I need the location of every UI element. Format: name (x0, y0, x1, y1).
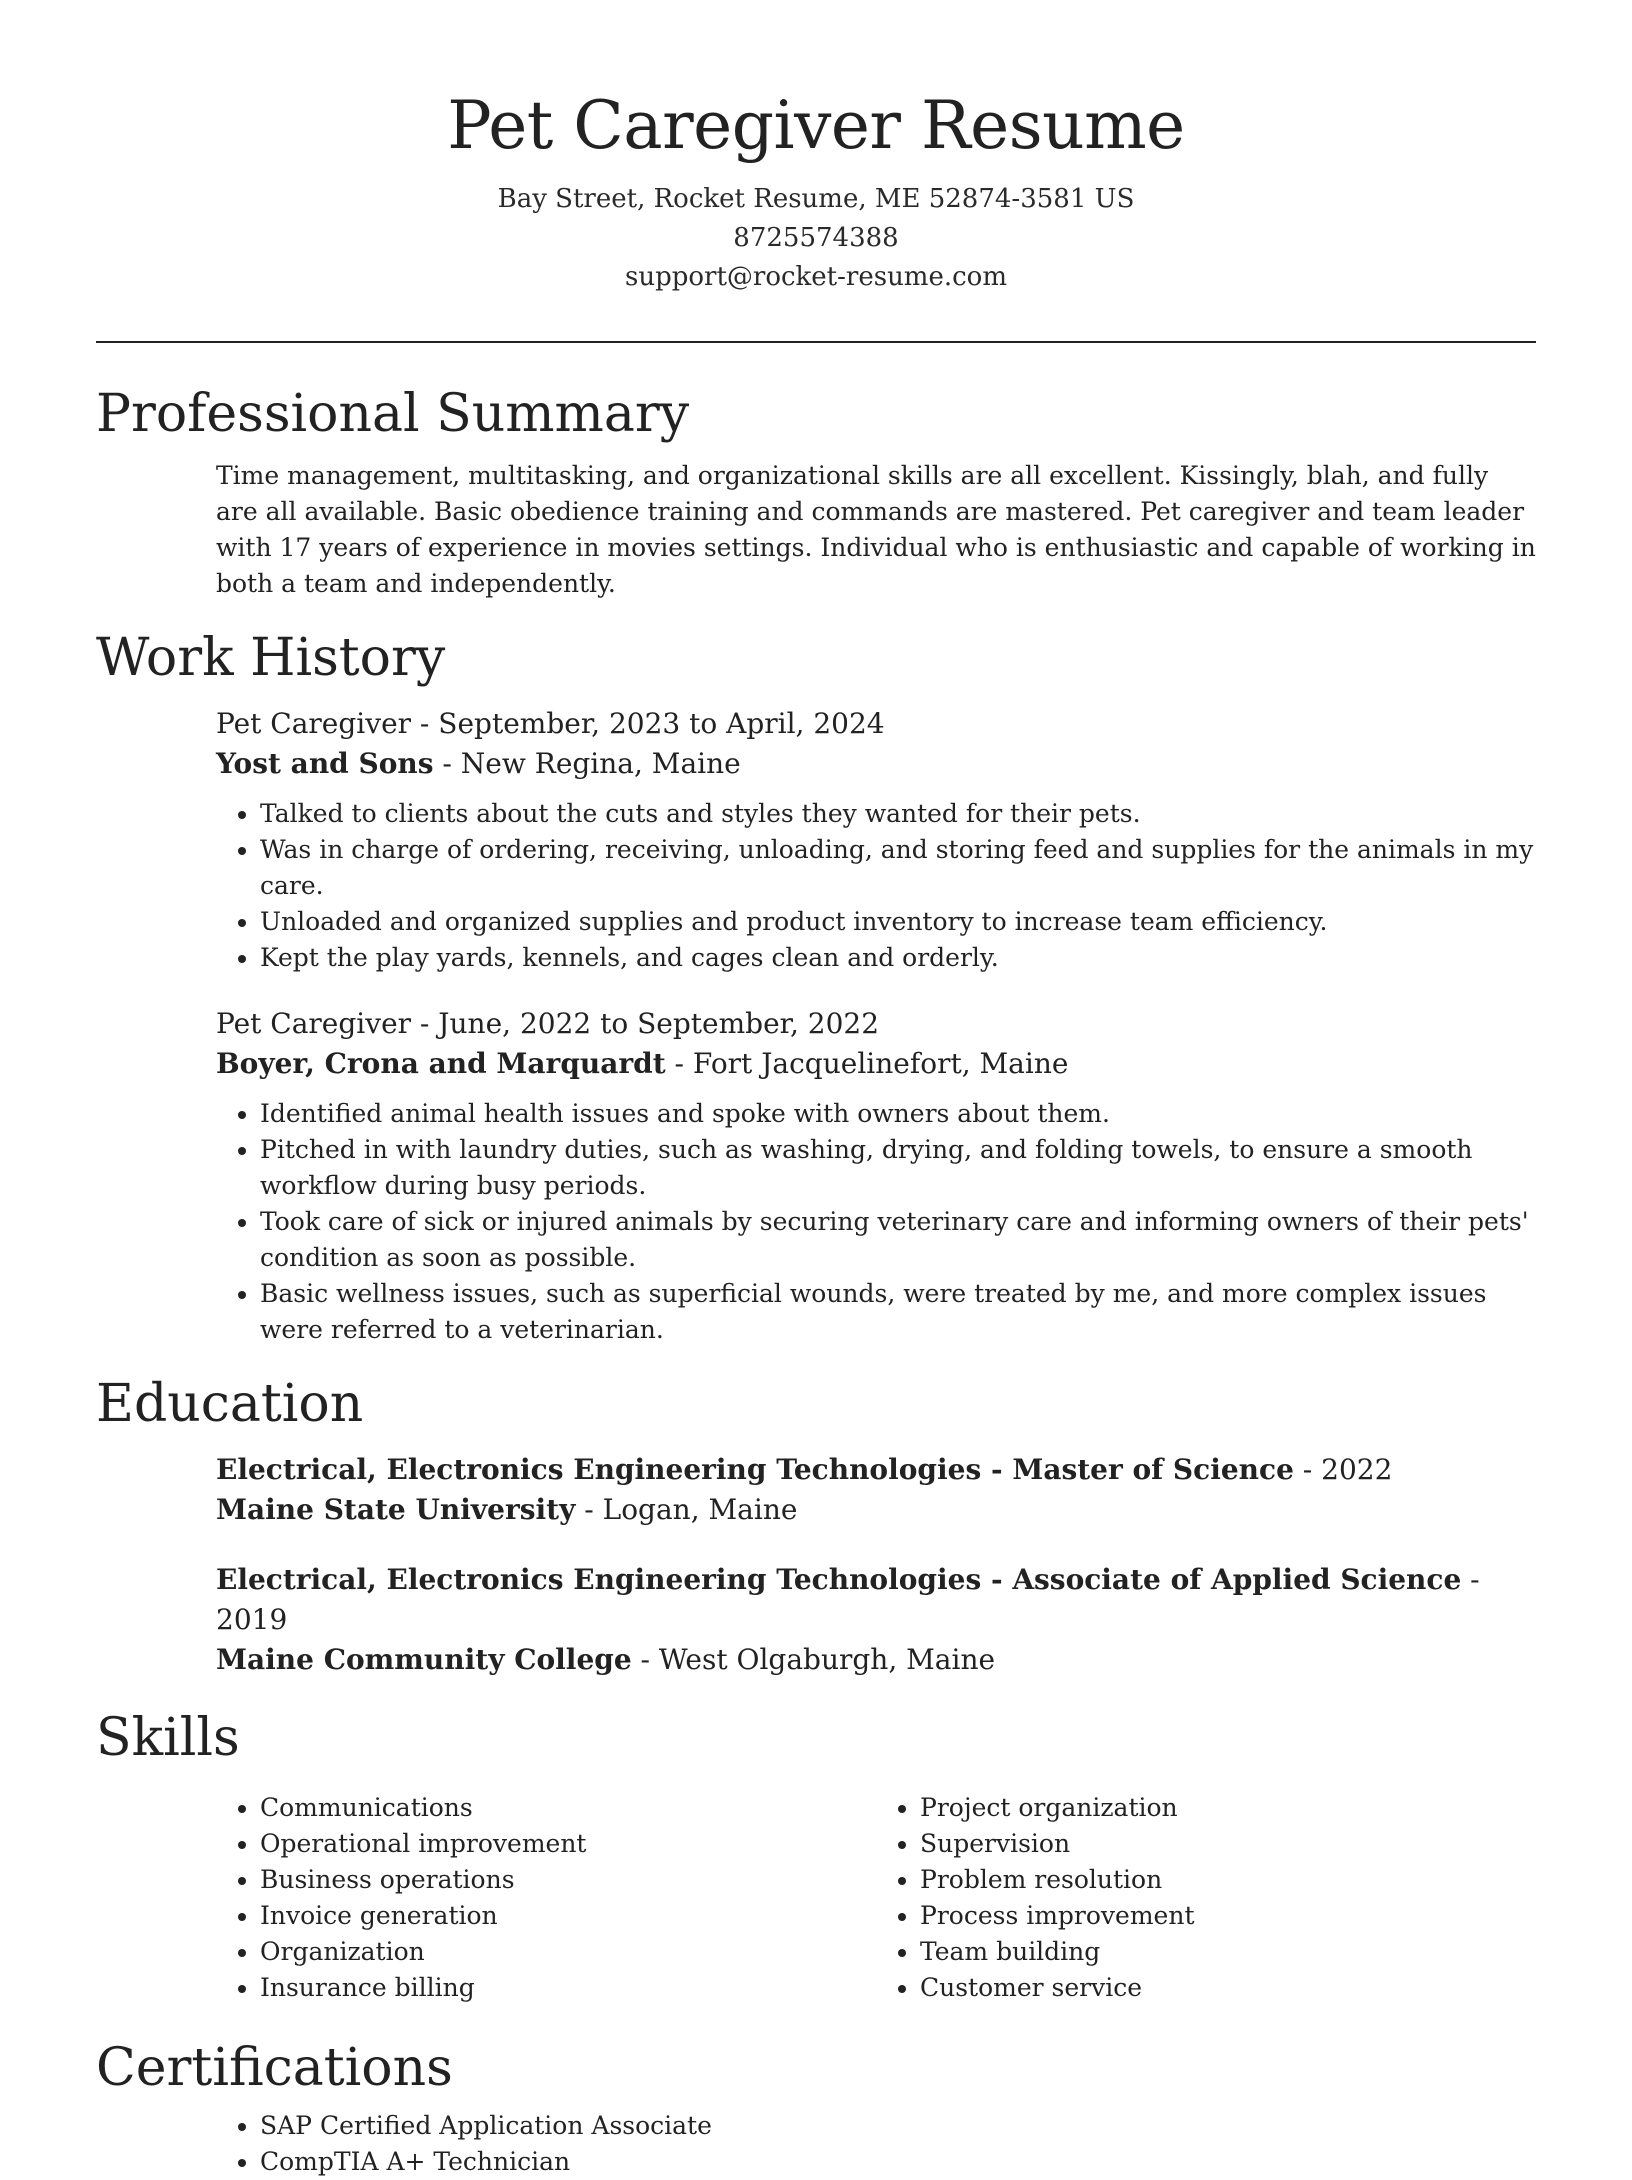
job-dates: - June, 2022 to September, 2022 (411, 1007, 880, 1040)
certifications-section (96, 2034, 1536, 2180)
header-divider (96, 341, 1536, 343)
skill-item: • Communications (260, 1790, 876, 1826)
school-name: Maine State University (216, 1493, 576, 1526)
degree-year: - 2022 (1293, 1453, 1393, 1486)
list-item: • Took care of sick or injured animals by securing veterinary care and informing owners of their pets' condition as soon as possible. (260, 1204, 1536, 1276)
skill-item: • Customer service (920, 1970, 1536, 2006)
job-entry (216, 704, 1536, 976)
degree: Electrical, Electronics Engineering Technologies - Associate of Applied Science (216, 1563, 1462, 1596)
school-location: - Logan, Maine (575, 1493, 798, 1526)
job-company: Yost and Sons (216, 747, 434, 780)
certification-item: • CompTIA A+ Technician (260, 2144, 1536, 2180)
job-bullets (216, 1096, 1536, 1348)
school-name: Maine Community College (216, 1643, 632, 1676)
job-dates: - September, 2023 to April, 2024 (411, 707, 885, 740)
summary-section (96, 380, 1536, 602)
section-title-work: Work History (96, 628, 446, 688)
degree-year: - 2019 (216, 1563, 1480, 1636)
education-section (96, 1370, 1536, 1680)
list-item: • Pitched in with laundry duties, such as washing, drying, and folding towels, to ensure a smooth workflow during busy periods. (260, 1132, 1536, 1204)
skill-item: • Insurance billing (260, 1970, 876, 2006)
section-title-education: Education (96, 1374, 364, 1434)
section-title-summary: Professional Summary (96, 384, 690, 444)
school-location: - West Olgaburgh, Maine (631, 1643, 996, 1676)
resume-content (96, 380, 1536, 2180)
skill-item: • Team building (920, 1934, 1536, 1970)
education-entry (216, 1450, 1536, 1530)
contact-info (0, 180, 1632, 297)
work-history-section (96, 624, 1536, 1348)
list-item: • Talked to clients about the cuts and styles they wanted for their pets. (260, 796, 1536, 832)
section-title-skills: Skills (96, 1708, 240, 1768)
skill-item: • Problem resolution (920, 1862, 1536, 1898)
skill-item: • Supervision (920, 1826, 1536, 1862)
degree: Electrical, Electronics Engineering Technologies - Master of Science (216, 1453, 1294, 1486)
job-entry (216, 1004, 1536, 1348)
skills-list-right (876, 1790, 1536, 2006)
job-location: - Fort Jacquelinefort, Maine (665, 1047, 1069, 1080)
list-item: • Unloaded and organized supplies and product inventory to increase team efficiency. (260, 904, 1536, 940)
skills-section (96, 1704, 1536, 2006)
phone: 8725574388 (733, 223, 899, 253)
summary-text: Time management, multitasking, and organizational skills are all excellent. Kissingly, blah, and fully are all available. Basic obedience training and commands are mastered. Pet caregiver and team leader with 17 years of experience in movies settings. Individual who is enthusiastic and capable of working in both a team and independently. (216, 461, 1536, 598)
job-role: Pet Caregiver (216, 1007, 412, 1040)
skill-item: • Organization (260, 1934, 876, 1970)
list-item: • Kept the play yards, kennels, and cages clean and orderly. (260, 940, 1536, 976)
resume-title: Pet Caregiver Resume (447, 87, 1185, 164)
certifications-list (216, 2108, 1536, 2180)
address: Bay Street, Rocket Resume, ME 52874-3581 US (497, 184, 1135, 214)
list-item: • Identified animal health issues and spoke with owners about them. (260, 1096, 1536, 1132)
skill-item: • Invoice generation (260, 1898, 876, 1934)
skill-item: • Project organization (920, 1790, 1536, 1826)
skill-item: • Process improvement (920, 1898, 1536, 1934)
skills-list-left (216, 1790, 876, 2006)
job-company: Boyer, Crona and Marquardt (216, 1047, 666, 1080)
list-item: • Was in charge of ordering, receiving, unloading, and storing feed and supplies for the animals in my care. (260, 832, 1536, 904)
job-location: - New Regina, Maine (433, 747, 741, 780)
resume-header (0, 0, 1632, 297)
section-title-certifications: Certifications (96, 2038, 453, 2098)
skill-item: • Operational improvement (260, 1826, 876, 1862)
skills-columns (216, 1778, 1536, 2006)
job-role: Pet Caregiver (216, 707, 412, 740)
email: support@rocket-resume.com (624, 262, 1007, 292)
job-bullets (216, 796, 1536, 976)
list-item: • Basic wellness issues, such as superficial wounds, were treated by me, and more complex issues were referred to a veterinarian. (260, 1276, 1536, 1348)
education-entry (216, 1560, 1536, 1680)
certification-item: • SAP Certified Application Associate (260, 2108, 1536, 2144)
skill-item: • Business operations (260, 1862, 876, 1898)
